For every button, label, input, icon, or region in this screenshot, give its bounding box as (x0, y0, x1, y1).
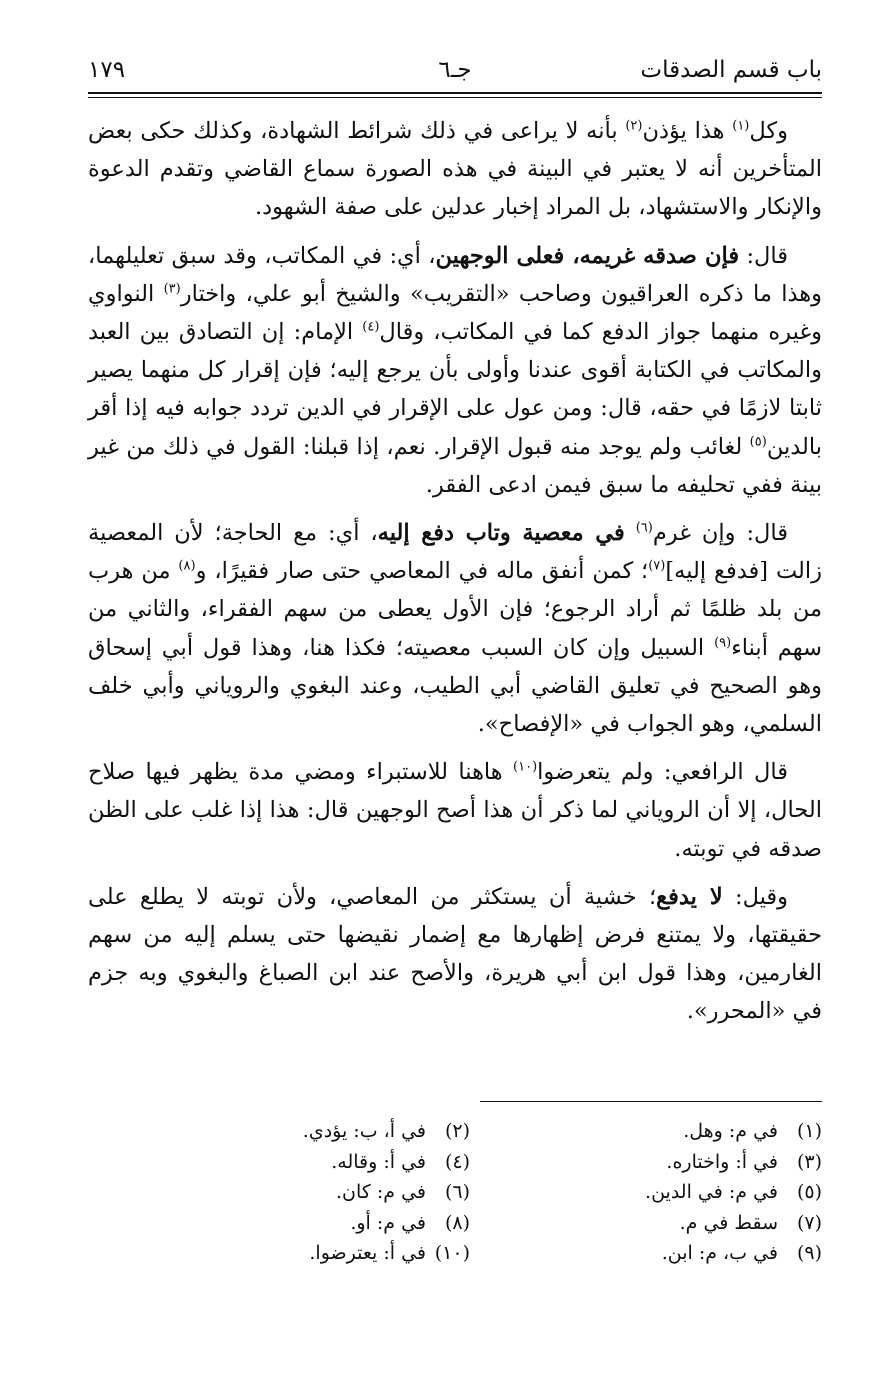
footnote-item (462, 1147, 822, 1178)
bold-matn-text: لا يدفع (656, 883, 723, 910)
footnote-text: في أ: واختاره. (666, 1150, 778, 1173)
text-run: قال: (739, 242, 788, 269)
paragraph (88, 112, 822, 227)
footnotes-left-column (110, 1116, 470, 1269)
main-text (88, 112, 822, 1031)
footnote-number: (١٠) (434, 1242, 470, 1264)
text-run: هاهنا للاستبراء ومضي مدة يظهر فيها صلاح الحال، إلا أن الروياني لما ذكر أن هذا أصح الوجهين قال: هذا إذا غلب على الظن صدقه في توبته. (88, 759, 822, 862)
text-run: ، أي: مع الحاجة؛ لأن المعصية زالت [فدفع إليه] (88, 520, 823, 585)
text-run: قال: وإن غرم (652, 520, 788, 547)
footnote-number: (٥) (796, 1181, 822, 1203)
text-run: من هرب من بلد ظلمًا ثم أراد الرجوع؛ فإن الأول يعطى من سهم الفقراء، والثاني من سهم أبناء (88, 558, 823, 661)
footnote-item (110, 1147, 470, 1178)
paragraph (88, 514, 822, 743)
footnote-item (462, 1238, 822, 1269)
footnote-text: سقط في م. (679, 1211, 778, 1234)
footnotes-right-column (462, 1116, 822, 1269)
footnote-item (110, 1208, 470, 1239)
footnote-marker: (٩) (714, 635, 732, 651)
text-run: وكل (749, 118, 788, 144)
header-rule-thin (88, 97, 822, 98)
footnote-marker: (١٠) (513, 759, 538, 775)
bold-matn-text: فإن صدقه غريمه، فعلى الوجهين (435, 242, 740, 269)
footnote-number: (٢) (444, 1120, 470, 1142)
footnote-marker: (١) (732, 118, 750, 134)
footnote-item (462, 1208, 822, 1239)
text-run: ؛ كمن أنفق ماله في المعاصي حتى صار فقيرًا، و (195, 558, 649, 585)
text-run (625, 520, 636, 546)
footnote-marker: (٧) (648, 558, 666, 574)
footnote-item (462, 1116, 822, 1147)
footnote-number: (٨) (444, 1211, 470, 1234)
volume-label: جـ٦ (438, 57, 472, 83)
footnote-text: في ب، م: ابن. (661, 1242, 778, 1264)
header-rule-thick (88, 92, 822, 94)
text-run: قال الرافعي: ولم يتعرضوا (537, 759, 788, 786)
paragraph (88, 237, 822, 504)
footnote-text: في م: كان. (336, 1181, 426, 1203)
text-run: ، أي: في المكاتب، وقد سبق تعليلهما، وهذا ما ذكره العراقيون وصاحب «التقريب» والشيخ أبو علي، واختار (88, 242, 823, 307)
footnote-text: في أ، ب: يؤدي. (302, 1120, 426, 1142)
footnote-number: (٦) (444, 1181, 470, 1203)
footnote-marker: (٥) (749, 434, 767, 450)
running-header (88, 48, 822, 92)
text-run: الإمام: إن التصادق بين العبد والمكاتب في الكتابة أقوى عندنا وأولى بأن يرجع إليه؛ فإن إقرار كل منهما يصير ثابتا لازمًا في حقه، قال: ومن عول على الإقرار في الدين تردد جوابه فيه إذا أقر بالدين (88, 319, 822, 460)
footnote-item (110, 1177, 470, 1208)
footnote-item (110, 1116, 470, 1147)
footnote-marker: (٦) (635, 520, 653, 536)
text-run: بأنه لا يراعى في ذلك شرائط الشهادة، وكذلك حكى بعض المتأخرين أنه لا يعتبر في البينة في هذه الصورة سماع القاضي وتقدم الدعوة والإنكار والاستشهاد، بل المراد إخبار عدلين على صفة الشهود. (88, 118, 822, 221)
text-run: النواوي وغيره منهما جواز الدفع كما في المكاتب، وقال (88, 280, 822, 346)
footnote-text: في أ: وقاله. (331, 1150, 426, 1173)
footnote-number: (٤) (444, 1150, 470, 1173)
footnote-number: (٣) (796, 1150, 822, 1173)
paragraph (88, 753, 822, 868)
footnote-number: (١) (796, 1120, 822, 1142)
footnote-marker: (٣) (163, 281, 181, 297)
footnote-number: (٩) (796, 1242, 822, 1264)
footnote-text: في م: في الدين. (645, 1181, 778, 1203)
text-run: ؛ خشية أن يستكثر من المعاصي، ولأن توبته لا يطلع على حقيقتها، ولا يمتنع فرض إظهارها مع إضمار نقيضها حتى يسلم إليه من سهم الغارمين، وهذا قول ابن أبي هريرة، والأصح عند ابن الصباغ والبغوي وبه جزم في «المحرر». (88, 883, 822, 1025)
footnote-marker: (٢) (625, 118, 643, 134)
bold-matn-text: في معصية وتاب دفع إليه (377, 520, 625, 547)
text-run: وقيل: (722, 883, 789, 910)
footnote-item (462, 1177, 822, 1208)
paragraph (88, 878, 822, 1031)
footnote-item (110, 1238, 470, 1269)
footnote-marker: (٨) (178, 558, 196, 574)
footnote-text: في أ: يعترضوا. (309, 1242, 426, 1264)
footnote-marker: (٤) (362, 319, 380, 335)
footnote-text: في م: وهل. (683, 1120, 778, 1142)
footnote-number: (٧) (796, 1211, 822, 1234)
book-page (88, 48, 823, 1264)
text-run: هذا يؤذن (642, 118, 733, 144)
text-run: السبيل وإن كان السبب معصيته؛ فكذا هنا، وهذا قول أبي إسحاق وهو الصحيح في تعليق القاضي أبي الطيب، وعند البغوي والروياني وأبي خلف السلمي، وهو الجواب في «الإفصاح». (88, 634, 822, 738)
chapter-title: باب قسم الصدقات (640, 57, 822, 83)
page-number: ١٧٩ (88, 57, 126, 83)
footnote-separator (480, 1101, 822, 1102)
footnote-text: في م: أو. (350, 1211, 426, 1234)
text-run: لغائب ولم يوجد منه قبول الإقرار. نعم، إذا قبلنا: القول في ذلك من غير بينة ففي تحليفه ما سبق فيمن ادعى الفقر. (88, 433, 822, 498)
